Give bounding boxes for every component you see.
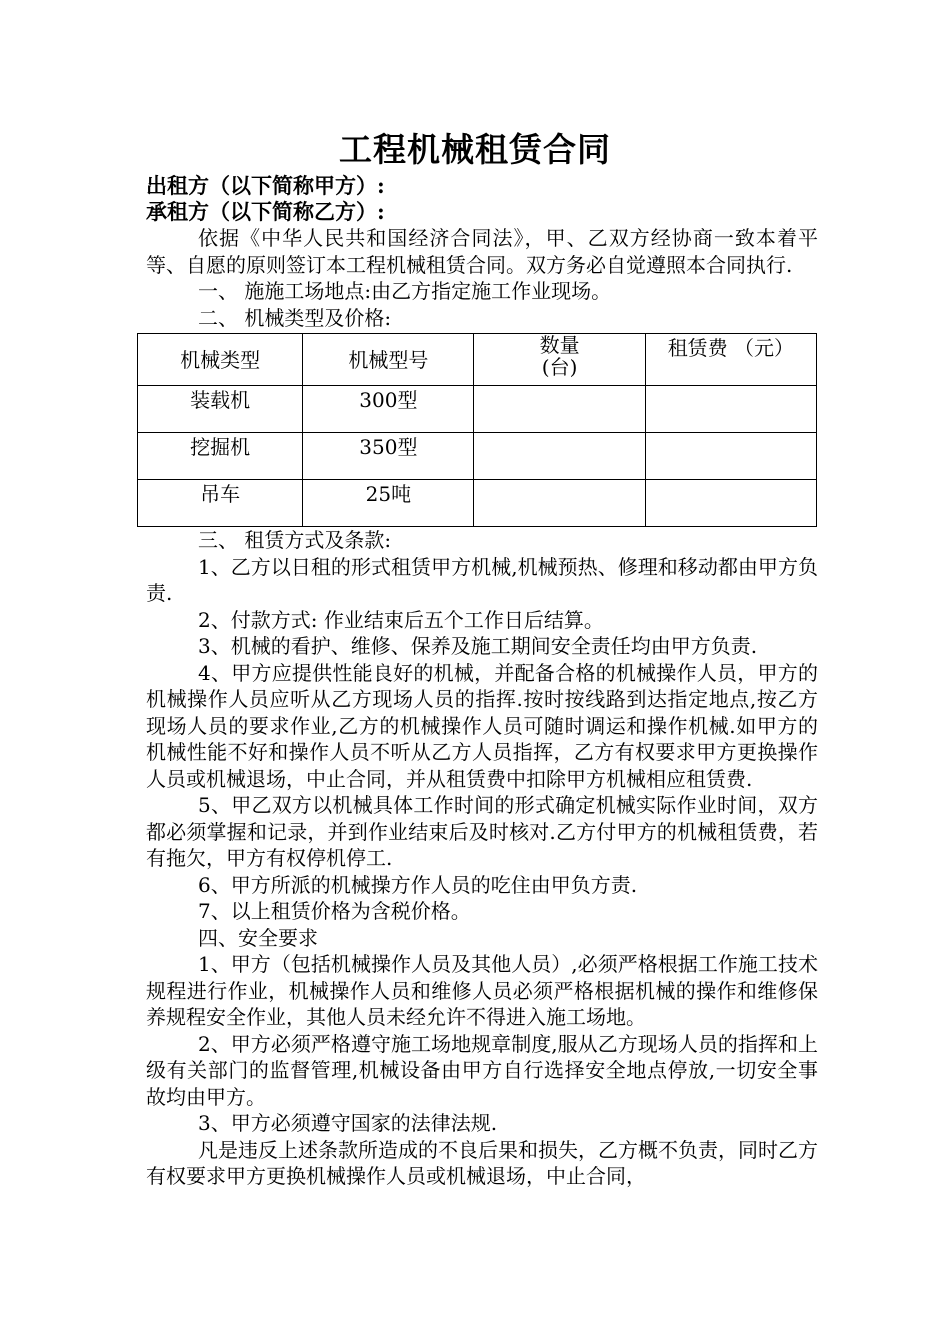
cell-quantity: [474, 386, 645, 433]
section-3: [146, 527, 818, 925]
section-3-item-3: 3、机械的看护、维修、保养及施工期间安全责任均由甲方负责.: [198, 634, 758, 658]
section-4-item-3: 3、甲方必须遵守国家的法律法规.: [198, 1111, 498, 1135]
section-4-item-1: 1、甲方（包括机械操作人员及其他人员）,必须严格根据工作施工技术规程进行作业，机械操作人员和维修人员必须严格根据机械的操作和维修保养规程安全作业，其他人员未经允许不得进入施工场地。: [146, 952, 818, 1029]
cell-fee: [645, 480, 816, 527]
section-1: 一、 施施工场地点:由乙方指定施工作业现场。: [198, 279, 612, 303]
cell-quantity: [474, 433, 645, 480]
cell-quantity: [474, 480, 645, 527]
section-4-item-2: 2、甲方必须严格遵守施工场地规章制度,服从乙方现场人员的指挥和上级有关部门的监督管理,机械设备由甲方自行选择安全地点停放,一切安全事故均由甲方。: [146, 1031, 818, 1109]
cell-model: 300型: [303, 386, 474, 433]
section-4-closing: 凡是违反上述条款所造成的不良后果和损失，乙方概不负责，同时乙方有权要求甲方更换机械操作人员或机械退场，中止合同，: [146, 1137, 818, 1188]
cell-model: 25吨: [303, 480, 474, 527]
cell-model: 350型: [303, 433, 474, 480]
cell-fee: [645, 386, 816, 433]
party-lessor: 出租方（以下简称甲方）:: [146, 173, 385, 198]
machinery-price-table: [137, 333, 817, 527]
header-quantity-text: 数量 (台): [539, 333, 580, 379]
header-machine-type: 机械类型: [138, 334, 303, 386]
party-lessee: 承租方（以下简称乙方）:: [146, 199, 385, 224]
section-3-item-2: 2、付款方式: 作业结束后五个工作日后结算。: [198, 607, 604, 632]
intro-paragraph: 依据《中华人民共和国经济合同法》，甲、乙双方经协商一致本着平等、自愿的原则签订本工程机械租赁合同。双方务必自觉遵照本合同执行.: [146, 226, 818, 277]
section-4-title: 四、安全要求: [198, 925, 318, 950]
document-title: 工程机械租赁合同: [339, 130, 611, 169]
section-3-item-5: 5、甲乙双方以机械具体工作时间的形式确定机械实际作业时间，双方都必须掌握和记录，并到作业结束后及时核对.乙方付甲方的机械租赁费，若有拖欠，甲方有权停机停工.: [146, 793, 818, 870]
table-row: [138, 480, 817, 527]
section-3-item-7: 7、以上租赁价格为含税价格。: [198, 899, 471, 923]
table-header-row: [138, 334, 817, 386]
table-row: [138, 433, 817, 480]
cell-type: 吊车: [138, 480, 303, 527]
cell-fee: [645, 433, 816, 480]
table-row: [138, 386, 817, 433]
section-2-title: 二、 机械类型及价格:: [198, 305, 392, 330]
contract-body: [146, 225, 818, 1190]
section-4: [146, 925, 818, 1190]
section-3-item-4: 4、甲方应提供性能良好的机械，并配备合格的机械操作人员，甲方的机械操作人员应听从乙方现场人员的指挥.按时按线路到达指定地点,按乙方现场人员的要求作业,乙方的机械操作人员可随时调运和操作机械.如甲方的机械性能不好和操作人员不听从乙方人员指挥，乙方有权要求甲方更换操作人员或机械退场，中止合同，并从租赁费中扣除甲方机械相应租赁费.: [146, 660, 818, 791]
cell-type: 装载机: [138, 386, 303, 433]
cell-type: 挖掘机: [138, 433, 303, 480]
header-quantity: [474, 334, 645, 386]
header-machine-model: 机械型号: [303, 334, 474, 386]
section-3-item-6: 6、甲方所派的机械操方作人员的吃住由甲负方责.: [198, 872, 638, 897]
section-3-item-1: 1、乙方以日租的形式租赁甲方机械,机械预热、修理和移动都由甲方负责.: [146, 554, 818, 605]
header-rental-fee: 租赁费 （元）: [645, 334, 816, 386]
section-3-title: 三、 租赁方式及条款:: [198, 528, 392, 552]
